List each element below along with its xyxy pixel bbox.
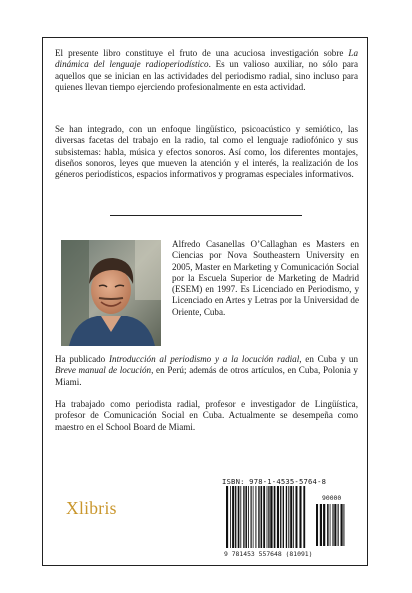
publisher-logo: Xlibris bbox=[66, 498, 117, 518]
addon-digits: 90000 bbox=[322, 494, 342, 502]
isbn-label: ISBN: 978-1-4535-5764-8 bbox=[222, 477, 327, 486]
career-paragraph: Ha trabajado como periodista radial, profesor e investigador de Lingüística, profesor de Comunicación Social en Cuba. Actualmente se desempeña como maestro en el School Board de Miami. bbox=[55, 399, 358, 432]
author-bio: Alfredo Casanellas O’Callaghan es Masters en Ciencias por Nova Southeastern University en 2005, Master en Marketing y Comunicación Social por la Escuela Superior de Marketing de Madrid (ESEM) en 1997. Es Licenciado en Periodismo, y Licenciado en Artes y Letras por la Universidad de Oriente, Cuba. bbox=[172, 239, 359, 317]
ean-digits: 9 781453 557648 (81091) bbox=[224, 550, 313, 558]
publication-title-1: Introducción al periodismo y a la locución radial bbox=[109, 354, 300, 364]
book-title: La dinámica del lenguaje radioperiodístico bbox=[55, 48, 358, 70]
publications-paragraph: Ha publicado Introducción al periodismo y a la locución radial, en Cuba y un Breve manual de locución, en Perú; además de otros artículos, en Cuba, Polonia y Miami. bbox=[55, 354, 359, 387]
barcode bbox=[218, 476, 348, 558]
blurb-paragraph-2: Se han integrado, con un enfoque lingüístico, psicoacústico y semiótico, las diversas facetas del trabajo en la radio, tal como el lenguaje radiofónico y sus subsistemas: habla, música y efectos sonoros. Así como, los diferentes montajes, diseños sonoros, leyes que mueven la atención y el interés, la realización de los géneros periodísticos, espacios informativos y programas especiales informativos. bbox=[55, 124, 358, 180]
author-photo bbox=[61, 240, 161, 346]
divider bbox=[110, 215, 302, 216]
barcode-panel bbox=[218, 476, 348, 558]
blurb-paragraph-1: El presente libro constituye el fruto de una acuciosa investigación sobre La dinámica del lenguaje radioperiodístico. Es un valioso auxiliar, no sólo para aquellos que se inician en las actividades del periodismo radial, sino incluso para quienes llevan tiempo ejerciendo profesionalmente en esta actividad. bbox=[55, 48, 358, 92]
publication-title-2: Breve manual de locución bbox=[55, 365, 152, 376]
